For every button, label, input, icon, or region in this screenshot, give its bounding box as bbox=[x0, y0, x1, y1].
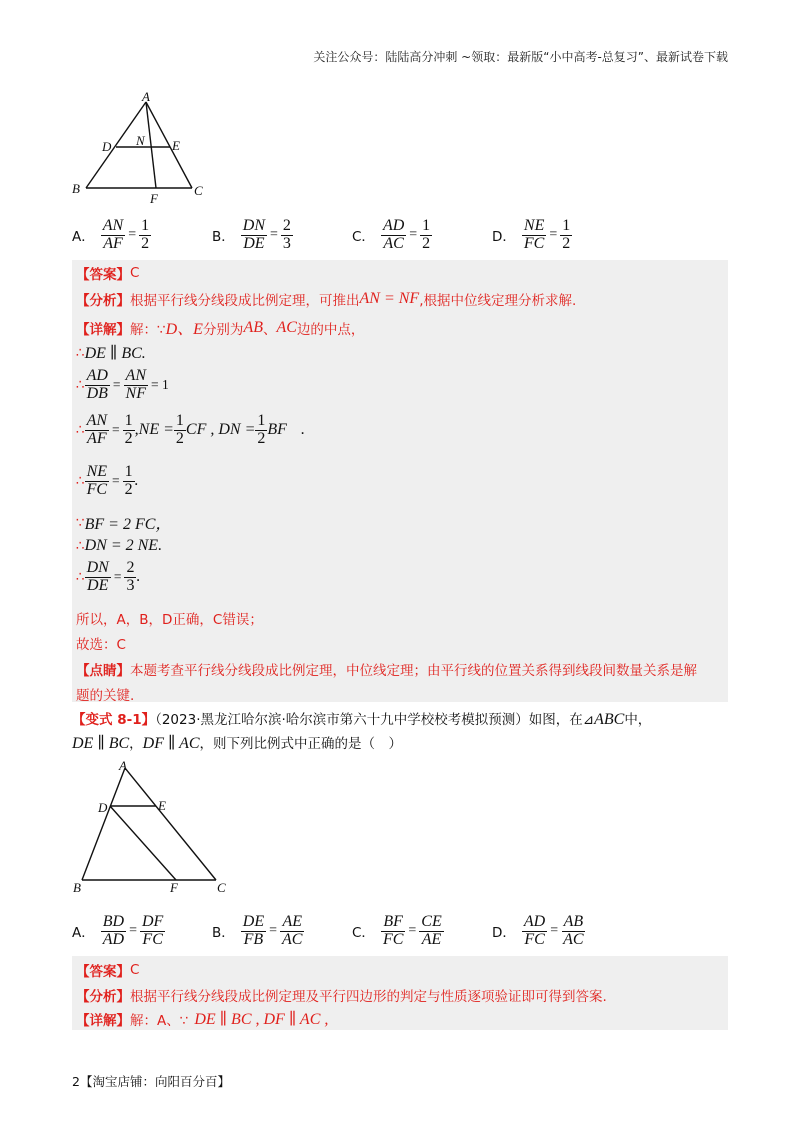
q1-option-b[interactable]: B． $\frac{DN}{DE}$ = $\frac{2}{3}$ bbox=[212, 217, 291, 252]
q1-step-7: ∴ $\frac{DN}{DE}$ = $\frac{2}{3}$ . bbox=[76, 559, 141, 594]
q1-options bbox=[72, 218, 632, 253]
q2-analysis: 【分析】 根据平行线分线段成比例定理及平行四边形的判定与性质逐项验证即可得到答案. bbox=[76, 989, 607, 1005]
q2-option-b[interactable]: B． $\frac{DE}{FB}$ = $\frac{AE}{AC}$ bbox=[212, 913, 303, 948]
q1-option-d[interactable]: D． $\frac{NE}{FC}$ = $\frac{1}{2}$ bbox=[492, 217, 571, 252]
q2-options bbox=[72, 914, 632, 949]
q1-step-9: 故选：C bbox=[76, 637, 126, 653]
q2-option-d[interactable]: D． $\frac{AD}{FC}$ = $\frac{AB}{AC}$ bbox=[492, 913, 584, 948]
q1-point-cont: 题的关键. bbox=[76, 688, 135, 704]
q1-step-2: ∴ $\frac{AD}{DB}$ = $\frac{AN}{NF}$ = 1 bbox=[76, 367, 169, 402]
q2-line2: DE ∥ BC，DF ∥ AC，则下列比例式中正确的是（ ） bbox=[72, 735, 403, 752]
q1-option-c[interactable]: C． $\frac{AD}{AC}$ = $\frac{1}{2}$ bbox=[352, 217, 431, 252]
label2-E: E bbox=[158, 798, 166, 813]
triangle-figure-1 bbox=[70, 90, 220, 210]
label-E: E bbox=[172, 138, 180, 153]
label-A: A bbox=[142, 90, 150, 104]
q1-step-1: ∴ DE ∥ BC. bbox=[76, 345, 146, 362]
triangle-figure-2 bbox=[70, 758, 240, 898]
q2-heading: 【变式 8-1】（2023·黑龙江哈尔滨·哈尔滨市第六十九中学校校考模拟预测）如图，在⊿ABC中， bbox=[72, 711, 652, 728]
label2-B: B bbox=[73, 880, 81, 895]
label2-A: A bbox=[119, 758, 127, 773]
label-C: C bbox=[194, 183, 203, 198]
label-F: F bbox=[150, 191, 158, 206]
label-B: B bbox=[72, 181, 80, 196]
q1-detail: 【详解】 解：∵ D、E 分别为 AB 、 AC 边的中点， bbox=[76, 318, 365, 338]
q1-step-3: ∴ $\frac{AN}{AF}$ = $\frac{1}{2}$ ,NE = $\frac{1}{2}$ CF , DN = $\frac{1}{2}$ BF . bbox=[76, 412, 305, 447]
q1-step-4: ∴ $\frac{NE}{FC}$ = $\frac{1}{2}$ . bbox=[76, 463, 139, 498]
label2-D: D bbox=[98, 800, 108, 815]
label-D: D bbox=[102, 139, 112, 154]
q1-answer: 【答案】 C bbox=[76, 265, 140, 283]
label2-C: C bbox=[217, 880, 226, 895]
q2-answer: 【答案】 C bbox=[76, 962, 140, 980]
q1-point: 【点睛】 本题考查平行线分线段成比例定理，中位线定理；由平行线的位置关系得到线段间数量关系是解 bbox=[76, 663, 697, 679]
q1-step-8: 所以，A，B，D正确，C错误； bbox=[76, 612, 263, 628]
label2-F: F bbox=[170, 880, 178, 895]
q1-analysis: 【分析】 根据平行线分线段成比例定理，可推出 AN = NF ,根据中位线定理分析求解. bbox=[76, 290, 577, 309]
q2-option-c[interactable]: C． $\frac{BF}{FC}$ = $\frac{CE}{AE}$ bbox=[352, 913, 442, 948]
q1-step-5: ∵ BF = 2 FC， bbox=[76, 514, 172, 533]
page-header: 关注公众号：陆陆高分冲刺 ~领取：最新版“小中高考-总复习”、最新试卷下载 bbox=[313, 50, 728, 64]
q1-step-6: ∴ DN = 2 NE. bbox=[76, 537, 163, 554]
page-footer: 2【淘宝店铺：向阳百分百】 bbox=[72, 1074, 230, 1089]
q1-option-a[interactable]: A． $\frac{AN}{AF}$ = $\frac{1}{2}$ bbox=[72, 217, 150, 252]
q2-option-a[interactable]: A． $\frac{BD}{AD}$ = $\frac{DF}{FC}$ bbox=[72, 913, 164, 948]
q2-detail: 【详解】 解：A、∵ DE ∥ BC , DF ∥ AC , bbox=[76, 1011, 329, 1029]
label-N: N bbox=[136, 133, 145, 148]
